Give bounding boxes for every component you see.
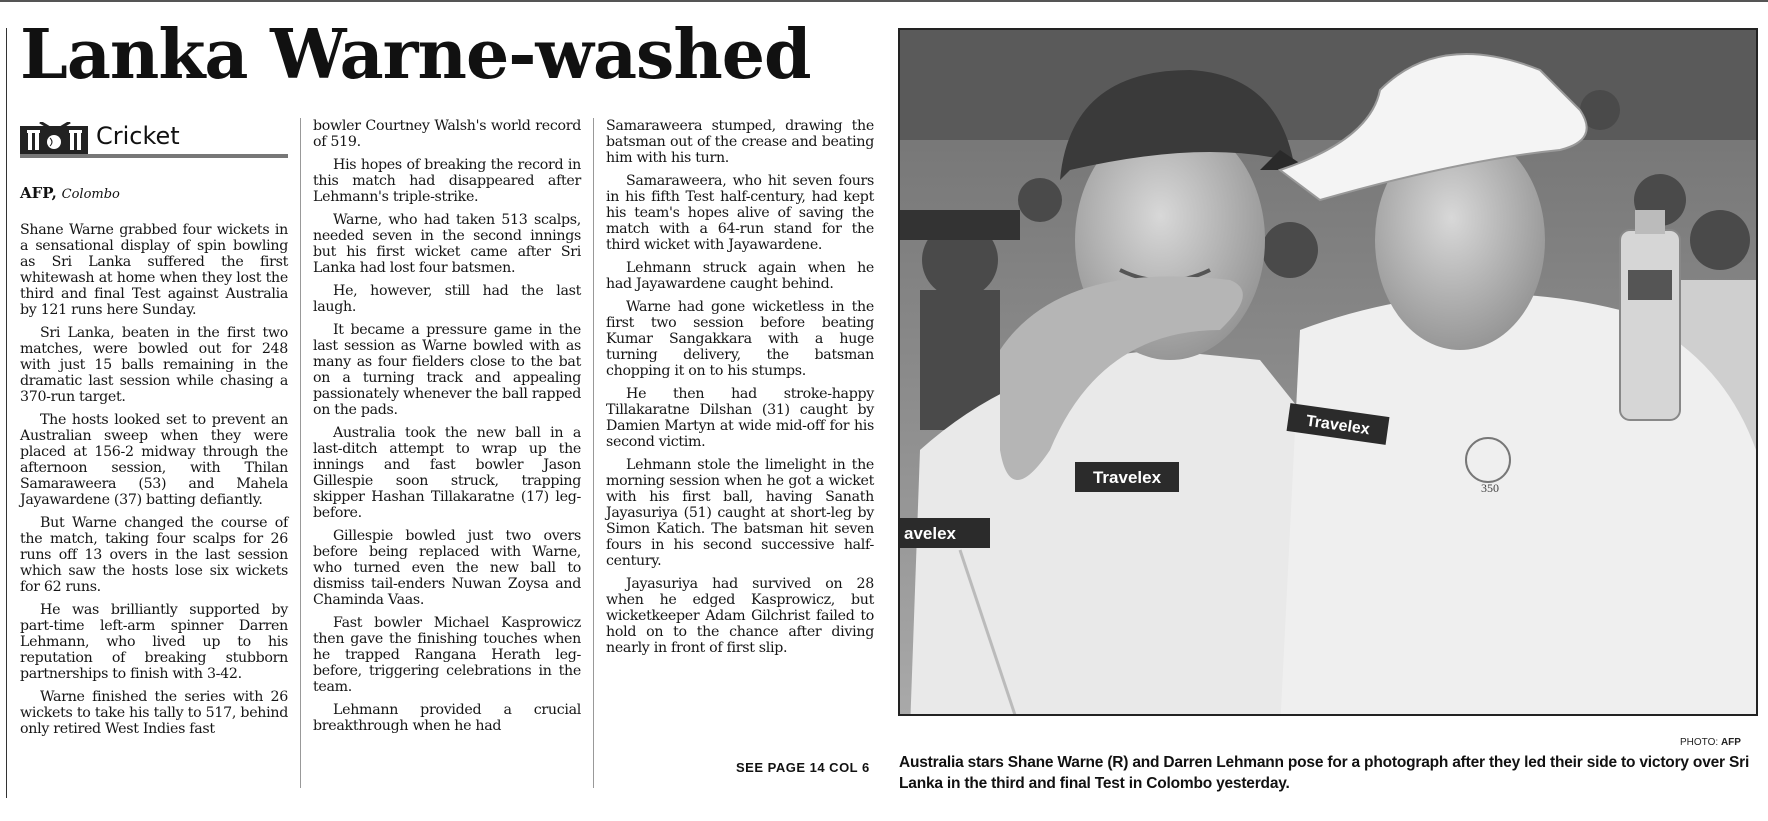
article-paragraph: bowler Courtney Walsh's world record of 519. xyxy=(313,118,581,150)
article-paragraph: His hopes of breaking the record in this match had disappeared after Lehmann's triple-strike. xyxy=(313,157,581,205)
article-paragraph: Samaraweera stumped, drawing the batsman out of the crease and beating him with his turn. xyxy=(606,118,874,166)
top-rule xyxy=(0,0,1768,2)
article-paragraph: Australia took the new ball in a last-ditch attempt to wrap up the innings and fast bowler Jason Gillespie soon struck, trapping skipper Hashan Tillakaratne (17) leg-before. xyxy=(313,425,581,521)
article-paragraph: Warne had gone wicketless in the first two session before beating Kumar Sangakkara with a huge turning delivery, the batsman chopping it on to his stumps. xyxy=(606,299,874,379)
article-paragraph: Fast bowler Michael Kasprowicz then gave the finishing touches when he trapped Rangana Herath leg-before, triggering celebrations in the team. xyxy=(313,615,581,695)
crest-number: 350 xyxy=(1481,481,1499,495)
photo-credit-label: PHOTO: xyxy=(1680,737,1719,748)
article-paragraph: Warne, who had taken 513 scalps, needed seven in the second innings but his first wicket came after Sri Lanka had lost four batsmen. xyxy=(313,212,581,276)
photo-illustration xyxy=(900,30,1756,714)
article-paragraph: Warne finished the series with 26 wickets to take his tally to 517, behind only retired West Indies fast xyxy=(20,689,288,737)
article-paragraph: He was brilliantly supported by part-time left-arm spinner Darren Lehmann, who lived up to his reputation of breaking stubborn partnerships to finish with 3-42. xyxy=(20,602,288,682)
article-paragraph: He, however, still had the last laugh. xyxy=(313,283,581,315)
continued-jump-line: SEE PAGE 14 COL 6 xyxy=(736,760,870,775)
article-column-2 xyxy=(313,118,581,741)
column-divider xyxy=(300,118,301,788)
article-column-1 xyxy=(20,222,288,744)
sponsor-logo-text: avelex xyxy=(904,524,956,543)
photo-credit-source: AFP xyxy=(1720,737,1741,748)
page-frame-rule xyxy=(6,28,7,798)
sponsor-logo-text: Travelex xyxy=(1304,412,1371,439)
sponsor-logo-text: Travelex xyxy=(1092,468,1162,487)
sponsor-logo-partial xyxy=(900,518,990,548)
section-tag xyxy=(20,118,288,158)
article-paragraph: But Warne changed the course of the match, taking four scalps for 26 runs off 13 overs in the last session which saw the hosts lose six wickets for 62 runs. xyxy=(20,515,288,595)
article-paragraph: He then had stroke-happy Tillakaratne Dilshan (31) caught by Damien Martyn at wide mid-off for his second victim. xyxy=(606,386,874,450)
article-paragraph: Lehmann struck again when he had Jayawardene caught behind. xyxy=(606,260,874,292)
cricket-icon xyxy=(20,122,88,154)
dateline xyxy=(20,184,120,202)
photo-credit xyxy=(1680,737,1741,748)
article-paragraph: Gillespie bowled just two overs before being replaced with Warne, who turned even the new ball to dismiss tail-enders Nuwan Zoysa and Chaminda Vaas. xyxy=(313,528,581,608)
news-photo xyxy=(898,28,1758,716)
sponsor-logo xyxy=(1075,462,1179,492)
article-paragraph: Lehmann stole the limelight in the morning session when he got a wicket with his first ball, having Sanath Jayasuriya (51) caught at short-leg by Simon Katich. The batsman hit seven fours in his second successive half-century. xyxy=(606,457,874,569)
column-divider xyxy=(593,118,594,788)
headline: Lanka Warne-washed xyxy=(20,15,811,95)
article-paragraph: Shane Warne grabbed four wickets in a sensational display of spin bowling as Sri Lanka suffered the first whitewash at home when they lost the third and final Test against Australia by 121 runs here Sunday. xyxy=(20,222,288,318)
article-column-3 xyxy=(606,118,874,663)
section-label: Cricket xyxy=(96,122,180,150)
byline-place: Colombo xyxy=(61,187,120,202)
article-paragraph: Sri Lanka, beaten in the first two matches, were bowled out for 248 with just 15 balls remaining in the dramatic last session while chasing a 370-run target. xyxy=(20,325,288,405)
article-paragraph: The hosts looked set to prevent an Australian sweep when they were placed at 156-2 midway through the afternoon session, with Thilan Samaraweera (53) and Mahela Jayawardene (37) batting defiantly. xyxy=(20,412,288,508)
article-paragraph: Jayasuriya had survived on 28 when he edged Kasprowicz, but wicketkeeper Adam Gilchrist failed to hold on to the chance after diving nearly in front of first slip. xyxy=(606,576,874,656)
photo-caption: Australia stars Shane Warne (R) and Darren Lehmann pose for a photograph after they led their side to victory over Sri Lanka in the third and final Test in Colombo yesterday. xyxy=(899,754,1750,792)
section-rule xyxy=(20,154,288,158)
byline-agency: AFP, xyxy=(20,184,57,202)
article-paragraph: Samaraweera, who hit seven fours in his fifth Test half-century, had kept his team's hopes alive of saving the match with a 64-run stand for the third wicket with Jayawardene. xyxy=(606,173,874,253)
article-paragraph: Lehmann provided a crucial breakthrough when he had xyxy=(313,702,581,734)
article-paragraph: It became a pressure game in the last session as Warne bowled with as many as four fielders close to the bat on a turning track and appealing passionately whenever the ball rapped on the pads. xyxy=(313,322,581,418)
